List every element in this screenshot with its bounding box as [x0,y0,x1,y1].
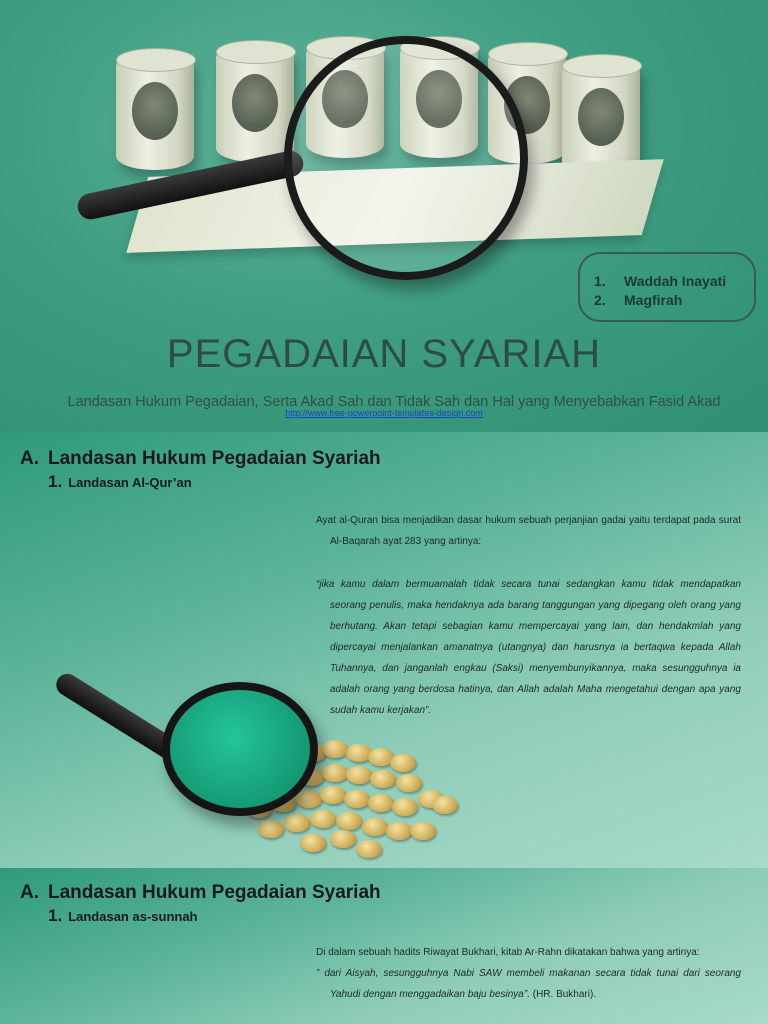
author-list [594,272,726,310]
author-name: Waddah Inayati [624,273,727,289]
coin-image [410,822,436,840]
coin-image [258,820,284,838]
template-link[interactable]: http://www.free-powerpoint-templates-design.com [285,408,483,418]
subheading-text: Landasan Al-Qur’an [68,475,192,490]
coin-image [370,770,396,788]
slide-title: PEGADAIAN SYARIAH [166,332,602,376]
body-text [316,942,741,1005]
hadith-text: ” dari Aisyah, sesungguhnya Nabi SAW membeli makanan secara tidak tunai dari seorang Yahudi dengan menggadaikan baju besinya”. [316,968,741,1000]
subheading-text: Landasan as-sunnah [68,909,198,924]
heading-marker: A. [20,448,39,469]
coin-image [336,812,362,830]
coin-image [322,740,348,758]
dollar-roll-image [116,52,194,170]
subsection-heading [48,472,192,492]
coin-image [356,840,382,858]
hadith-quote [316,963,741,1005]
author-name: Magfirah [624,292,683,308]
heading-text: Landasan Hukum Pegadaian Syariah [48,882,381,903]
coin-image [390,754,416,772]
coin-image [284,814,310,832]
heading-marker: A. [20,882,39,903]
intro-paragraph: Ayat al-Quran bisa menjadikan dasar hukum sebuah perjanjian gadai yaitu terdapat pada surat Al-Baqarah ayat 283 yang artinya: [316,515,741,547]
coin-image [392,798,418,816]
magnifier-lens-image [284,36,528,280]
hadith-citation: (HR. Bukhari). [529,989,597,1000]
dollar-roll-image [562,58,640,176]
body-text [316,510,741,721]
coin-image [368,794,394,812]
slide-subtitle: Landasan Hukum Pegadaian, Serta Akad Sah dan Tidak Sah dan Hal yang Menyebabkan Fasid Akad [67,394,721,410]
coin-image [320,786,346,804]
coin-image [396,774,422,792]
magnifier-lens-image [162,682,318,816]
subheading-number: 1. [48,472,63,491]
section-heading [20,448,381,470]
coin-image [296,790,322,808]
quran-quote: “jika kamu dalam bermuamalah tidak secara tunai sedangkan kamu tidak mendapatkan seorang penulis, maka hendaknya ada barang tanggungan yang dipegang oleh orang yang berhutang. Akan tetapi sebagian kamu mempercayai yang lain, dan hendakmlah yang dipercayai menjalankan amanatnya (utangnya) dan harusnya ia bertaqwa kepada Allah Tuhannya, dan janganlah engkau (Saksi) menyembunyikannya, maka sesungguhnya ia adalah orang yang berdosa hatinya, dan Allah adalah Maha mengetahui dengan apa yang sudah kamu kerjakan”. [316,579,741,716]
coin-image [362,818,388,836]
coin-image [432,796,458,814]
author-item [594,272,726,291]
dollar-roll-image [216,44,294,162]
author-number: 2. [594,292,606,308]
coin-image [386,822,412,840]
author-number: 1. [594,273,606,289]
subheading-number: 1. [48,906,63,925]
section-heading [20,882,381,904]
coin-image [310,810,336,828]
coin-image [330,830,356,848]
author-box [578,252,756,322]
coin-image [346,766,372,784]
title-slide [0,0,768,432]
coin-image [300,834,326,852]
subsection-heading [48,906,198,926]
author-item [594,291,726,310]
coin-image [344,790,370,808]
intro-paragraph: Di dalam sebuah hadits Riwayat Bukhari, kitab Ar-Rahn dikatakan bahwa yang artinya: [316,947,700,958]
heading-text: Landasan Hukum Pegadaian Syariah [48,448,381,469]
sunnah-slide [0,868,768,1024]
coin-image [322,764,348,782]
